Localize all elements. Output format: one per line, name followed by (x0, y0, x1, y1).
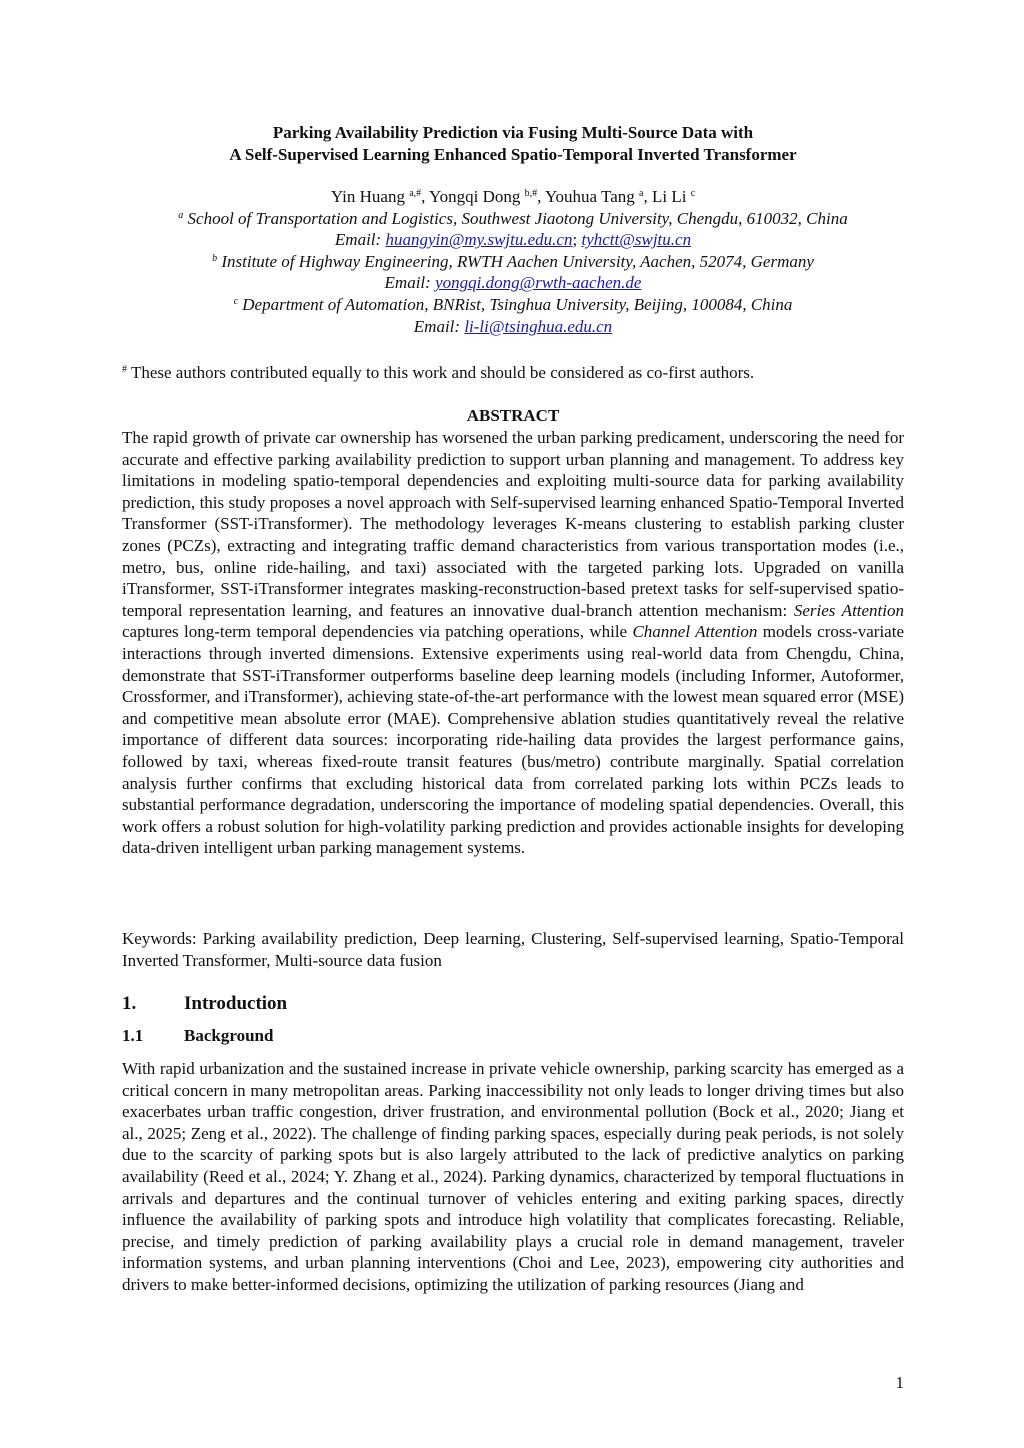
author-affiliation-mark: b,# (524, 188, 538, 199)
email-label: Email: (384, 273, 431, 293)
section-heading (122, 992, 904, 1016)
subsection-number: 1.1 (122, 1026, 144, 1045)
author-name: Li Li (652, 187, 687, 206)
section-number: 1. (122, 993, 137, 1014)
author-block (122, 186, 904, 337)
abstract-emphasis: Channel Attention (632, 622, 758, 642)
affiliation-a-email: Email: huangyin@my.swjtu.edu.cn; tyhctt@swjtu.cn (334, 230, 692, 250)
note-mark: # (122, 364, 127, 375)
email-link[interactable]: yongqi.dong@rwth-aachen.de (435, 273, 642, 293)
abstract-text: The rapid growth of private car ownership has worsened the urban parking predicament, underscoring the need for accurate and effective parking availability prediction to support urban planning and management. To address key limitations in modeling spatio-temporal dependencies and exploiting multi-source data for parking availability prediction, this study proposes a novel approach with Self-supervised learning enhanced Spatio-Temporal Inverted Transformer (SST-iTransformer). The methodology leverages K-means clustering to establish parking cluster zones (PCZs), extracting and integrating traffic demand characteristics from various transportation modes (i.e., metro, bus, online ride-hailing, and taxi) associated with the targeted parking lots. Upgraded on vanilla iTransformer, SST-iTransformer integrates masking-reconstruction-based pretext tasks for self-supervised spatio-temporal representation learning, and features an innovative dual-branch attention mechanism: (122, 428, 904, 620)
affiliation-c-email (122, 316, 904, 338)
email-label: Email: (413, 316, 461, 336)
affiliation-mark: c (233, 295, 239, 307)
author-affiliation-mark: a (639, 188, 644, 199)
email-link[interactable]: tyhctt@swjtu.cn (581, 230, 692, 250)
affiliation-b-email (122, 272, 904, 294)
affiliation-mark: b (212, 252, 218, 264)
affiliation-text: Institute of Highway Engineering, RWTH Aachen University, Aachen, 52074, Germany (221, 251, 814, 271)
abstract-heading: ABSTRACT (466, 406, 560, 425)
introduction-paragraph: With rapid urbanization and the sustained increase in private vehicle ownership, parking scarcity has emerged as a critical concern in many metropolitan areas. Parking inaccessibility not only leads to longer driving times but also exacerbates urban traffic congestion, driver frustration, and environmental pollution (Bock et al., 2020; Jiang et al., 2025; Zeng et al., 2022). The challenge of finding parking spaces, especially during peak periods, is not solely due to the scarcity of parking spots but is also largely attributed to the lack of predictive analytics on parking availability (Reed et al., 2024; Y. Zhang et al., 2024). Parking dynamics, characterized by temporal fluctuations in arrivals and departures and the continual turnover of vehicles entering and exiting parking spaces, directly influence the availability of parking spots and introduce high volatility that complicates forecasting. Reliable, precise, and timely prediction of parking availability plays a crucial role in demand management, traveler information systems, and urban planning interventions (Choi and Lee, 2023), empowering city authorities and drivers to make better-informed decisions, optimizing the utilization of parking resources (Jiang and (122, 1059, 904, 1294)
abstract-text: models cross-variate interactions through inverted dimensions. Extensive experiments using real-world data from Chengdu, China, demonstrate that SST-iTransformer outperforms baseline deep learning models (including Informer, Autoformer, Crossformer, and iTransformer), achieving state-of-the-art performance with the lowest mean squared error (MSE) and competitive mean absolute error (MAE). Comprehensive ablation studies quantitatively reveal the relative importance of different data sources: incorporating ride-hailing data provides the largest performance gains, followed by taxi, whereas fixed-route transit features (bus/metro) contribute marginally. Spatial correlation analysis further confirms that excluding historical data from correlated parking lots within PCZs leads to substantial performance degradation, underscoring the importance of modeling spatial dependencies. Overall, this work offers a robust solution for high-volatility parking prediction and provides actionable insights for developing data-driven intelligent urban parking management systems. (122, 622, 904, 858)
author-name: Yin Huang (330, 187, 405, 206)
author-list: Yin Huang $^{a,\#}$, Yongqi Dong $^{b,\#}$, Youhua Tang $^a$, Li Li $^c$ (330, 187, 696, 206)
keywords: Keywords: Parking availability prediction, Deep learning, Clustering, Self-supervised learning, Spatio-Temporal Inverted Transformer, Multi-source data fusion (122, 929, 904, 970)
email-label: Email: (334, 230, 382, 250)
co-first-author-note (122, 362, 904, 384)
email-link[interactable]: li-li@tsinghua.edu.cn (464, 316, 613, 336)
author-affiliation-mark: a,# (409, 188, 422, 199)
title-line-2: A Self-Supervised Learning Enhanced Spatio-Temporal Inverted Transformer (229, 145, 797, 164)
subsection-title: Background (184, 1026, 274, 1045)
affiliation-a (122, 208, 904, 230)
title-line-1: Parking Availability Prediction via Fusing Multi-Source Data with (272, 123, 754, 142)
affiliation-text: School of Transportation and Logistics, Southwest Jiaotong University, Chengdu, 610032, China (187, 208, 848, 228)
affiliation-text: Department of Automation, BNRist, Tsinghua University, Beijing, 100084, China (242, 294, 793, 314)
subsection-heading (122, 1025, 904, 1047)
abstract-body (122, 427, 904, 859)
author-name: Yongqi Dong (429, 187, 521, 206)
abstract-emphasis: Series Attention (793, 600, 905, 620)
note-text: These authors contributed equally to this work and should be considered as co-first authors. (130, 363, 755, 382)
abstract-text: captures long-term temporal dependencies via patching operations, while (122, 622, 628, 642)
author-name: Youhua Tang (544, 187, 635, 206)
author-affiliation-mark: c (690, 188, 696, 199)
affiliation-b (122, 251, 904, 273)
section-title: Introduction (184, 993, 288, 1014)
email-link[interactable]: huangyin@my.swjtu.edu.cn (385, 230, 573, 250)
paper-title (122, 122, 904, 166)
page-number: 1 (895, 1373, 904, 1392)
affiliation-mark: a (178, 209, 184, 221)
affiliation-c (122, 294, 904, 316)
